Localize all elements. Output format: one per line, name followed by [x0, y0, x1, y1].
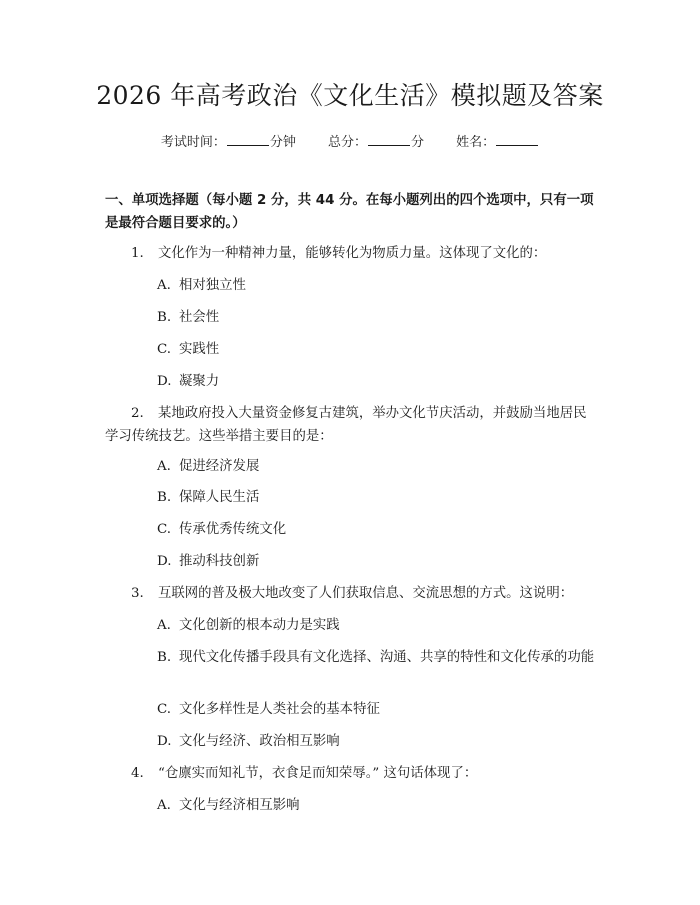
question-text: 互联网的普及极大地改变了人们获取信息、交流思想的方式。这说明： — [158, 586, 574, 601]
option-text: 文化多样性是人类社会的基本特征 — [179, 702, 380, 717]
question-2 — [105, 402, 595, 448]
question-text: 某地政府投入大量资金修复古建筑，举办文化节庆活动，并鼓励当地居民学习传统技艺。这些举措主要目的是： — [105, 406, 587, 444]
option-2d[interactable] — [105, 550, 595, 573]
score-blank[interactable] — [368, 131, 410, 146]
time-label: 考试时间： — [160, 135, 226, 150]
option-text: 文化创新的根本动力是实践 — [179, 618, 340, 633]
question-number: 3. — [131, 586, 144, 601]
option-3c[interactable] — [105, 698, 595, 721]
option-letter: B. — [157, 310, 172, 325]
time-unit: 分钟 — [269, 135, 296, 150]
option-1b[interactable] — [105, 306, 595, 329]
option-letter: D. — [157, 374, 172, 389]
option-letter: C. — [157, 702, 172, 717]
option-2a[interactable] — [105, 455, 595, 478]
option-letter: B. — [157, 650, 172, 665]
section-heading: 一、单项选择题（每小题 2 分，共 44 分。在每小题列出的四个选项中，只有一项是最符合题目要求的。） — [105, 193, 594, 231]
option-letter: A. — [157, 618, 171, 633]
option-3b[interactable] — [105, 646, 595, 669]
question-number: 4. — [131, 766, 144, 781]
option-letter: C. — [157, 522, 172, 537]
option-text: 推动科技创新 — [179, 554, 260, 569]
option-text: 实践性 — [179, 342, 220, 357]
option-3d[interactable] — [105, 730, 595, 753]
page-title: 2026 年高考政治《文化生活》模拟题及答案 — [96, 81, 604, 110]
option-text: 相对独立性 — [179, 278, 246, 293]
question-3 — [105, 582, 595, 605]
exam-time — [161, 131, 296, 153]
option-letter: A. — [157, 459, 171, 474]
question-number: 1. — [131, 246, 144, 261]
question-number: 2. — [131, 406, 144, 421]
option-4a[interactable] — [105, 794, 595, 817]
option-letter: D. — [157, 734, 172, 749]
option-text: 传承优秀传统文化 — [179, 522, 287, 537]
option-text: 保障人民生活 — [179, 490, 260, 505]
option-text: 现代文化传播手段具有文化选择、沟通、共享的特性和文化传承的功能 — [179, 650, 595, 665]
option-text: 社会性 — [179, 310, 220, 325]
option-letter: A. — [157, 798, 171, 813]
option-text: 文化与经济、政治相互影响 — [179, 734, 340, 749]
total-score — [328, 131, 424, 153]
name-blank[interactable] — [496, 131, 538, 146]
question-text: 文化作为一种精神力量，能够转化为物质力量。这体现了文化的： — [158, 246, 547, 261]
time-blank[interactable] — [227, 131, 269, 146]
score-label: 总分： — [327, 135, 367, 150]
option-text: 凝聚力 — [179, 374, 220, 389]
option-text: 文化与经济相互影响 — [179, 798, 300, 813]
option-letter: A. — [157, 278, 171, 293]
option-letter: B. — [157, 490, 172, 505]
student-name — [456, 131, 539, 153]
exam-meta — [0, 131, 700, 153]
option-2b[interactable] — [105, 486, 595, 509]
option-1a[interactable] — [105, 274, 595, 297]
option-letter: D. — [157, 554, 172, 569]
option-2c[interactable] — [105, 518, 595, 541]
option-3a[interactable] — [105, 614, 595, 637]
score-unit: 分 — [411, 135, 425, 150]
option-1d[interactable] — [105, 370, 595, 393]
question-4 — [105, 762, 595, 785]
question-1 — [105, 242, 595, 265]
option-1c[interactable] — [105, 338, 595, 361]
option-letter: C. — [157, 342, 172, 357]
name-label: 姓名： — [456, 135, 496, 150]
question-text: “仓廪实而知礼节，衣食足而知荣辱。” 这句话体现了： — [158, 766, 478, 781]
option-text: 促进经济发展 — [179, 459, 260, 474]
